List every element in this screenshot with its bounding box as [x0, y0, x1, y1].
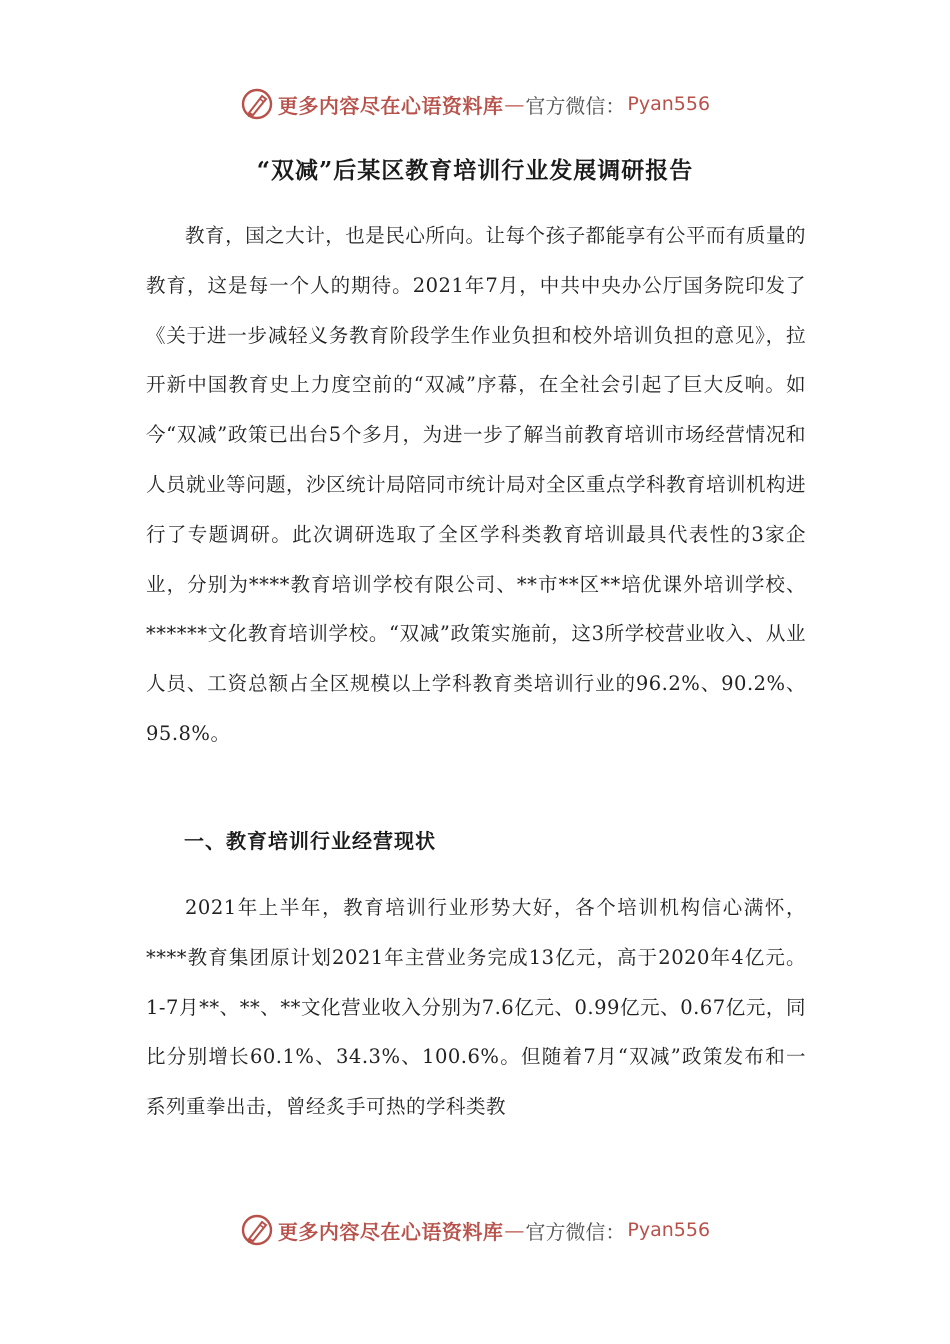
watermark-brand: 更多内容尽在心语资料库 [277, 93, 504, 118]
watermark-dash: — [504, 1218, 525, 1242]
intro-paragraph: 教育，国之大计，也是民心所向。让每个孩子都能享有公平而有质量的教育，这是每一个人的期待。2021年7月，中共中央办公厅国务院印发了《关于进一步减轻义务教育阶段学生作业负担和校外培训负担的意见》，拉开新中国教育史上力度空前的“双减”序幕，在全社会引起了巨大反响。如今“双减”政策已出台5个多月，为进一步了解当前教育培训市场经营情况和人员就业等问题，沙区统计局陪同市统计局对全区重点学科教育培训机构进行了专题调研。此次调研选取了全区学科类教育培训最具代表性的3家企业，分别为****教育培训学校有限公司、**市**区**培优课外培训学校、******文化教育培训学校。“双减”政策实施前，这3所学校营业收入、从业人员、工资总额占全区规模以上学科教育类培训行业的96.2%、90.2%、95.8%。 [146, 224, 807, 745]
watermark-contact-id: Pyan556 [627, 1219, 711, 1241]
section-paragraph: 2021年上半年，教育培训行业形势大好，各个培训机构信心满怀，****教育集团原计划2021年主营业务完成13亿元，高于2020年4亿元。1-7月**、**、**文化营业收入分别为7.6亿元、0.99亿元、0.67亿元，同比分别增长60.1%、34.3%、100.6%。但随着7月“双减”政策发布和一系列重拳出击，曾经炙手可热的学科类教 [146, 896, 806, 1119]
watermark-brand: 更多内容尽在心语资料库 [277, 1219, 504, 1244]
document-title: “双减”后某区教育培训行业发展调研报告 [256, 157, 694, 184]
footer-watermark [0, 1210, 950, 1250]
section-body [146, 883, 806, 1132]
watermark-contact-label: 官方微信： [525, 1219, 626, 1244]
watermark-dash: — [504, 92, 525, 116]
section-heading: 一、教育培训行业经营现状 [184, 829, 436, 853]
watermark-contact-label: 官方微信： [525, 93, 626, 118]
header-watermark [0, 84, 950, 124]
quill-pen-logo-icon [240, 1213, 274, 1247]
watermark-contact-id: Pyan556 [627, 93, 711, 115]
quill-pen-logo-icon [240, 87, 274, 121]
document-body [146, 211, 806, 759]
